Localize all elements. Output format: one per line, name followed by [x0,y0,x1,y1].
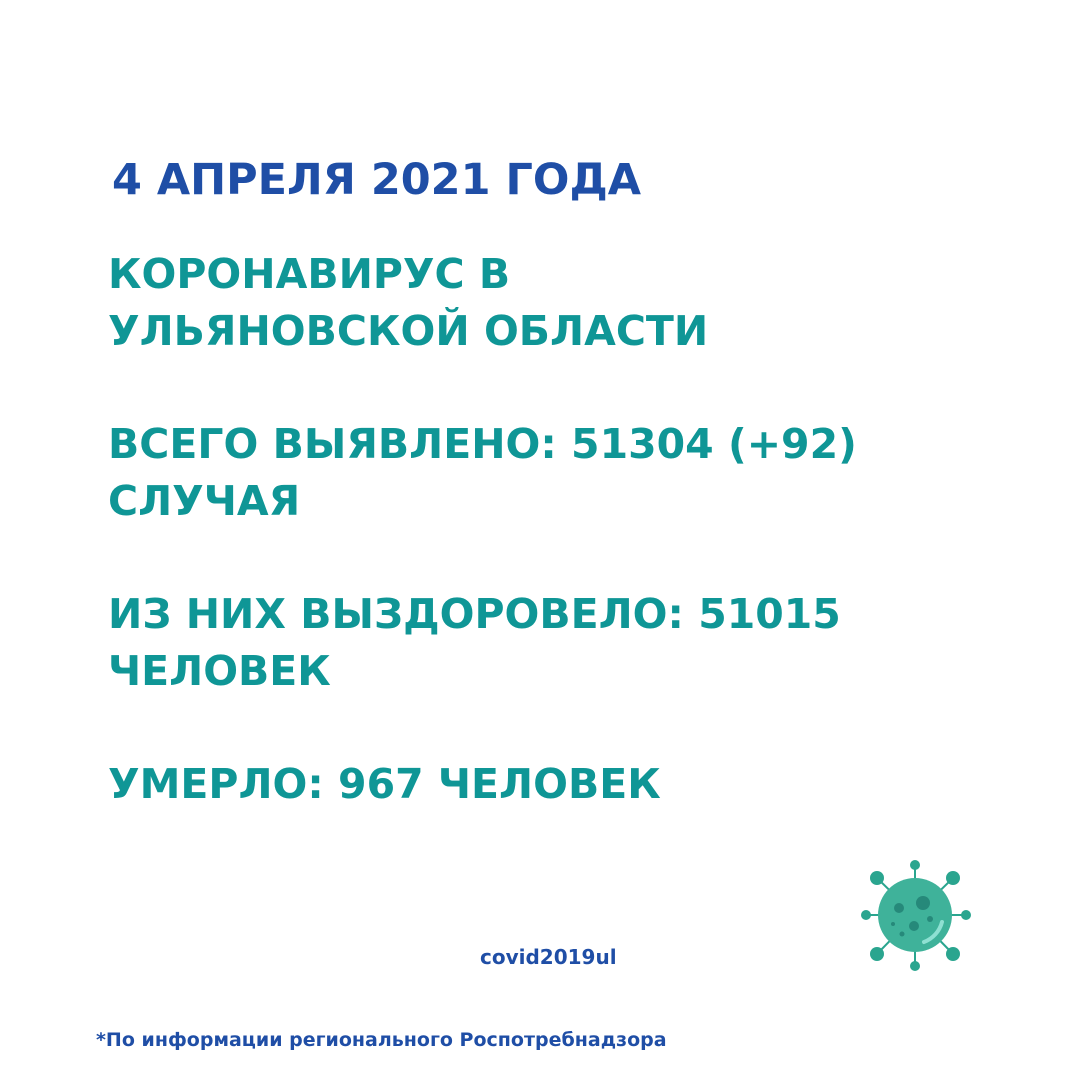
spacer [108,530,1008,586]
date-heading: 4 АПРЕЛЯ 2021 ГОДА [112,155,642,205]
spacer [108,360,1008,416]
detected-line-1: ВСЕГО ВЫЯВЛЕНО: 51304 (+92) [108,420,857,468]
source-footnote: *По информации регионального Роспотребнадзора [96,1029,667,1051]
title-line-1: КОРОНАВИРУС В [108,250,511,298]
recovered-line-2: ЧЕЛОВЕК [108,647,331,695]
virus-icon [856,856,974,974]
virus-body [878,878,952,952]
spacer [108,700,1008,756]
recovered-line-1: ИЗ НИХ ВЫЗДОРОВЕЛО: 51015 [108,590,841,638]
title-line-2: УЛЬЯНОВСКОЙ ОБЛАСТИ [108,307,709,355]
detected-line-2: СЛУЧАЯ [108,477,301,525]
stats-block [108,246,1008,813]
died-line: УМЕРЛО: 967 ЧЕЛОВЕК [108,760,661,808]
hashtag-label: covid2019ul [480,945,617,969]
virus-svg [856,856,974,974]
